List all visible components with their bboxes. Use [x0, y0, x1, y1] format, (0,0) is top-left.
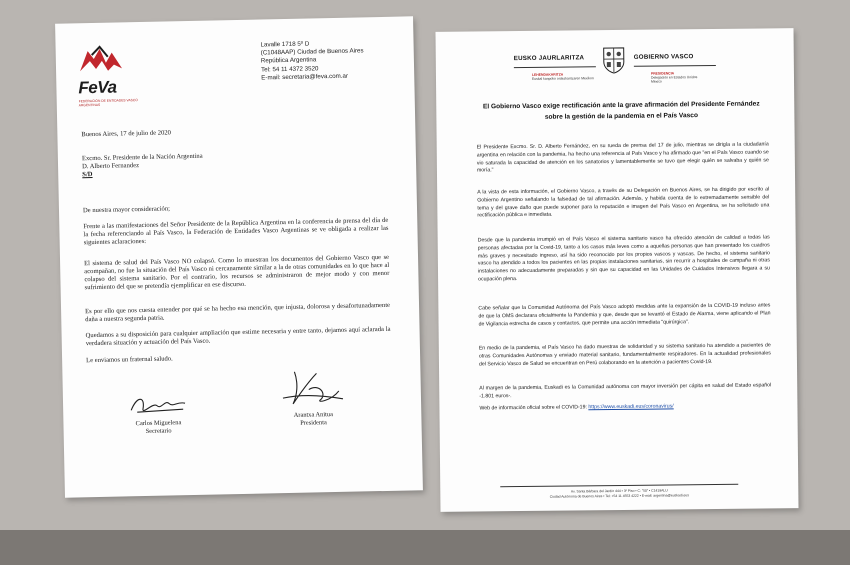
- sub-basque: [532, 72, 594, 81]
- footer-line: Ciudad Autónoma de Buenos Aires • Tel: +54 11 4553 4222 • E-mail: argentina@euskadi.eus: [549, 492, 690, 499]
- signer-name: Arantxa Anitua: [293, 411, 334, 419]
- paragraph: Desde que la pandemia irrumpió en el País Vasco el sistema sanitario vasco ha ofrecido atención de calidad a todas las personas afectadas por la Covid-19, tanto a los casos más leves como a aquellas personas que han presentado los cuadros más graves y necesitado ingreso, así ha sido reconocido por los propios vascos y vascas. De hecho, el sistema sanitario vasco ha atendido a todos los pacientes en las propias instalaciones sanitarias, sin recurrir a hospitales de campaña ni otras instalaciones no adecuadamente preparadas y sin que su capacidad en las Unidades de Cuidados Intensivos llegara a su ocupación plena.: [477, 234, 771, 283]
- signature-mark-icon: [123, 391, 194, 418]
- sub-spanish-dept: PRESIDENCIA: [650, 71, 675, 76]
- feva-letter-page: [55, 16, 423, 497]
- paragraph: En medio de la pandemia, el País Vasco ha dado muestras de solidaridad y su sistema sanitario ha atendido a pacientes de otras Comunidades Autónomas y enviado material sanitario, fundamentalmente respiradores. En la actualidad profesionales del Servicio Vasco de Salud se encuentran en Perú colaborando en la atención a pacientes Covid-19.: [478, 342, 771, 368]
- footer-rule: [500, 484, 738, 487]
- header-rule: [514, 66, 596, 68]
- header-rule: [634, 65, 716, 67]
- address-line: (C1048AAP) Ciudad de Buenos Aires: [260, 47, 364, 57]
- logo-word: FeVa: [78, 77, 117, 98]
- sub-basque-office: Euskal kanpoko ordezkaritzaren Mexikon: [531, 76, 594, 82]
- signer-role: Secretario: [145, 427, 172, 435]
- statement-title: El Gobierno Vasco exige rectificación ante la grave afirmación del Presidente Fernández sobre la gestión de la pandemia en el País Vasco: [482, 100, 760, 121]
- address-line: Lavalle 1718 5º D: [260, 40, 310, 49]
- web-info-line: [479, 402, 771, 413]
- signature-secretary: [103, 391, 214, 437]
- header-basque: EUSKO JAURLARITZA: [513, 54, 585, 63]
- signature-president: [257, 362, 368, 428]
- paragraph: Frente a las manifestaciones del Señor Presidente de la República Argentina en la conferencia de prensa del día de la fecha referenciando al País Vasco, la Federación de Entidades Vasco Argentinas se ve obligada a realizar las siguientes aclaraciones:: [83, 216, 389, 247]
- paragraph: Cabe señalar que la Comunidad Autónoma del País Vasco adoptó medidas ante la expansión de la COVID-19 incluso antes de que la OMS declarara oficialmente la Pandemia y que, desde que se levantó el Estado de Alarma, viene aplicando el Plan de Vigilancia estrecha de casos y contactos, que permite una acción inmediata "quirúrgica".: [478, 302, 771, 328]
- recipient-line: S/D: [82, 171, 93, 179]
- closing: Le enviamos un fraternal saludo.: [86, 355, 173, 365]
- paragraph: A la vista de esta información, el Gobierno Vasco, a través de su Delegación en Buenos Aires, se ha dirigido por escrito al Gobierno Argentino señalando la falsedad de tal afirmación. Además, y habida cuenta de lo extremadamente sensible del tema y del grave daño que puede suponer para la reputación e imagen del País Vasco en Argentina, se ha solicitado una rectificación pública e inmediata.: [477, 186, 770, 219]
- coronavirus-web-link[interactable]: https://www.euskadi.eus/coronavirus/: [588, 403, 674, 411]
- sub-basque-dept: LEHENDAKARITZA: [531, 72, 564, 77]
- header-spanish: GOBIERNO VASCO: [633, 53, 694, 61]
- footer-line: Av. Santa Bárbara del Jardín 444 • 3º Piso • C: "50" • C1419ALU: [570, 488, 668, 494]
- web-label: Web de información oficial sobre el COVID-19:: [479, 404, 587, 412]
- salutation: De nuestra mayor consideración;: [82, 205, 171, 215]
- recipient-block: [82, 149, 387, 180]
- paragraph: Quedamos a su disposición para cualquier ampliación que estime necesaria y entre tanto, dejamos aquí aclarada la verdadera situación y actuación del País Vasco.: [85, 325, 391, 348]
- address-line: República Argentina: [260, 56, 317, 65]
- letter-date: Buenos Aires, 17 de julio de 2020: [81, 129, 172, 139]
- gobierno-vasco-statement-page: [435, 28, 798, 512]
- feva-logo-mark-icon: [78, 44, 125, 73]
- feva-logo: [78, 44, 139, 107]
- paragraph: El sistema de salud del País Vasco NO colapsó. Como lo muestran los documentos del Gobierno Vasco que se acompañan, no fue la situación del País Vasco ni cercanamente similar a la de otras comunidades en lo que hace al colapso del sistema sanitario. Por el contrario, los recursos se administraron de mejor modo y con menor sufrimiento del que se pretendía ejemplificar en ese discurso.: [84, 253, 390, 292]
- sub-spanish: [651, 71, 698, 84]
- paragraph: Es por ello que nos cuesta entender por qué se ha hecho esa mención, que injusta, dolorosa y desafortunadamente daña a nuestra segunda patria.: [85, 301, 391, 324]
- page-footer: [440, 483, 798, 500]
- sub-spanish-country: México: [651, 79, 662, 85]
- basque-coat-of-arms-icon: [600, 44, 628, 74]
- paragraph: El Presidente Excmo. Sr. D. Alberto Fernández, en su rueda de prensa del 17 de julio, mientras se dirigía a la ciudadanía argentina en relación con la pandemia, ha hecho una referencia al País Vasco y ha afirmado que "en el País Vasco cuando se vio saturada la capacidad de atención en los sanatorios y lamentablemente se tuvo que elegir quién se salvaba y quién se moría.": [476, 141, 769, 174]
- recipient-line: D. Alberto Fernandez: [82, 162, 140, 171]
- address-line: Tel: 54 11 4372 3520: [261, 64, 319, 74]
- signer-role: Presidenta: [300, 419, 327, 427]
- signer-name: Carlos Miguelena: [135, 419, 182, 428]
- sub-spanish-office: Delegación en Estados Unidos: [650, 75, 698, 80]
- signature-mark-icon: [272, 363, 353, 411]
- logo-tagline: FEDERACIÓN DE ENTIDADES VASCO ARGENTINAS: [78, 98, 138, 108]
- address-line: E-mail: secretaria@feva.com.ar: [261, 72, 349, 82]
- bottom-band: [0, 530, 850, 565]
- recipient-line: Excmo. Sr. Presidente de la Nación Argentina: [81, 152, 203, 163]
- paragraph: Al margen de la pandemia, Euskadi es la Comunidad autónoma con mayor inversión per cápita en salud del Estado español -1.801 euros-.: [479, 382, 772, 400]
- letterhead: [436, 38, 795, 102]
- sender-address: [260, 39, 401, 83]
